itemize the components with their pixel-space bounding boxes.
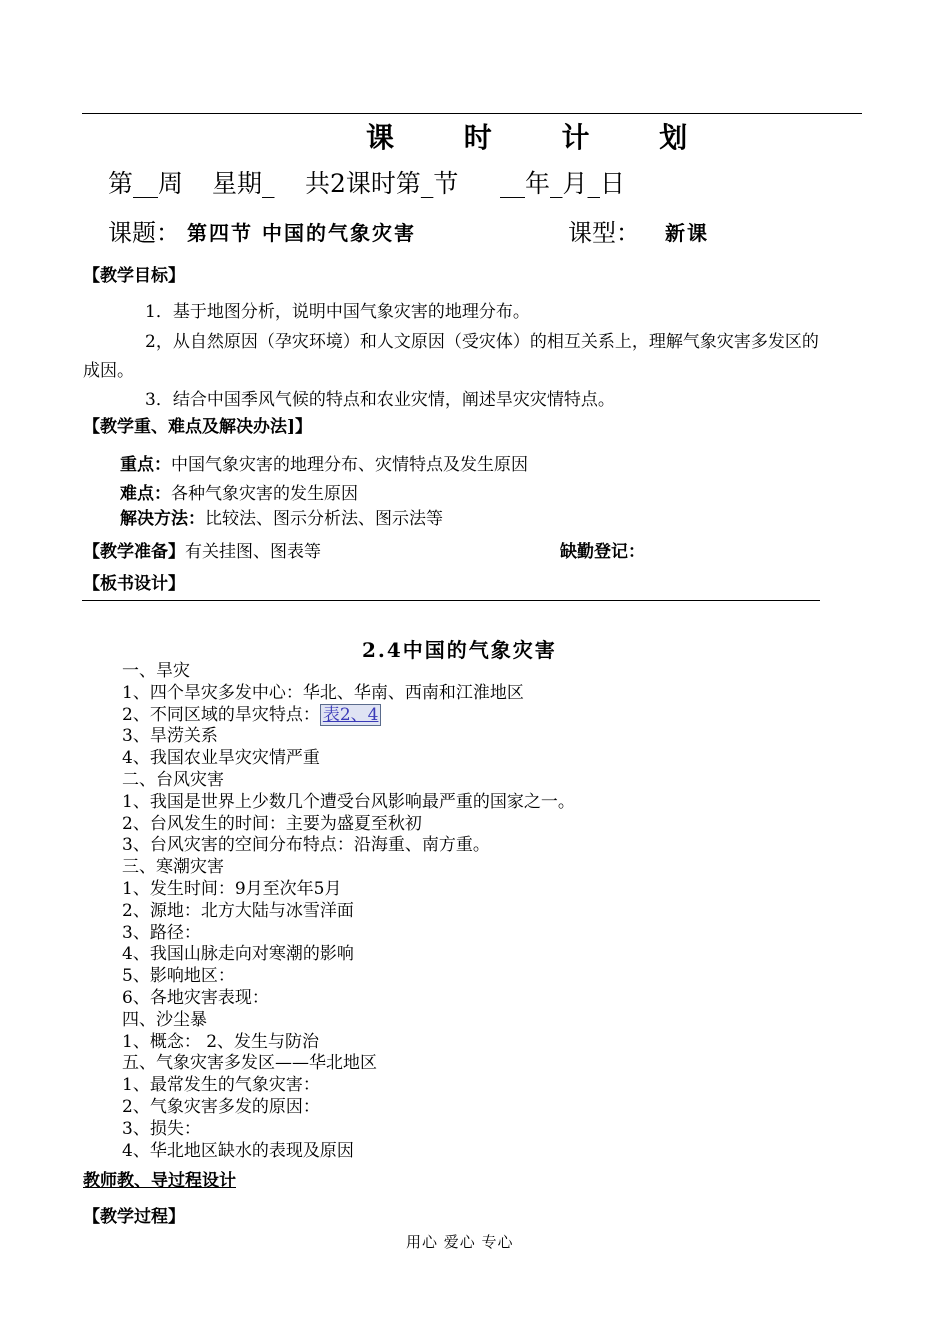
outline-line: 二、台风灾害	[122, 769, 224, 790]
outline-line: 1、最常发生的气象灾害：	[122, 1075, 320, 1096]
key-points-heading: 【教学重、难点及解决办法]】	[83, 417, 313, 437]
objectives-heading: 【教学目标】	[83, 266, 185, 286]
page-footer: 用心 爱心 专心	[406, 1233, 514, 1251]
objective-item-continued: 成因。	[83, 361, 134, 381]
design-heading: 教师教、导过程设计	[83, 1171, 236, 1191]
top-rule	[82, 113, 862, 114]
outline-line: 2、台风发生的时间：主要为盛夏至秋初	[122, 813, 422, 834]
outline-line: 4、华北地区缺水的表现及原因	[122, 1140, 354, 1161]
method-text: 比较法、图示分析法、图示法等	[205, 509, 443, 529]
outline-line: 1、发生时间：9月至次年5月	[122, 878, 342, 899]
lesson-type-label: 课型：	[568, 219, 640, 247]
method-line	[120, 504, 443, 529]
schedule-date: __年_月_日	[500, 169, 626, 198]
page-title: 课 时 计 划	[366, 121, 718, 154]
focus-text: 中国气象灾害的地理分布、灾情特点及发生原因	[171, 455, 528, 475]
outline-line: 2、不同区域的旱灾特点： 表2、4	[122, 705, 575, 727]
schedule-total: 共2课时第_节	[305, 169, 459, 198]
outline-line: 1、四个旱灾多发中心：华北、华南、西南和江淮地区	[122, 682, 524, 703]
method-label: 解决方法：	[120, 509, 205, 529]
preparation-line	[83, 537, 321, 562]
schedule-week: 第__周	[108, 169, 184, 198]
outline-line: 3、路径：	[122, 922, 201, 943]
outline-line: 四、沙尘暴	[122, 1009, 207, 1030]
topic-value: 第四节 中国的气象灾害	[187, 221, 416, 245]
outline-line: 2、源地：北方大陆与冰雪洋面	[122, 900, 354, 921]
process-heading: 【教学过程】	[83, 1207, 185, 1227]
outline-line: 2、气象灾害多发的原因：	[122, 1096, 320, 1117]
lesson-type-value: 新课	[665, 221, 709, 245]
outline-line: 五、气象灾害多发区——华北地区	[122, 1053, 377, 1074]
outline-line: 三、寒潮灾害	[122, 857, 224, 878]
difficulty-text: 各种气象灾害的发生原因	[171, 484, 358, 504]
outline-line: 一、旱灾	[122, 661, 190, 681]
outline-line: 3、旱涝关系	[122, 726, 218, 747]
objective-item: 1．基于地图分析，说明中国气象灾害的地理分布。	[145, 302, 530, 322]
preparation-heading: 【教学准备】	[83, 542, 185, 562]
focus-label: 重点：	[120, 455, 171, 475]
outline-line: 1、概念： 2、发生与防治	[122, 1031, 320, 1052]
objective-item: 2，从自然原因（孕灾环境）和人文原因（受灾体）的相互关系上，理解气象灾害多发区的	[145, 332, 819, 352]
objective-item: 3．结合中国季风气候的特点和农业灾情，阐述旱灾灾情特点。	[145, 390, 615, 410]
board-rule	[82, 600, 820, 601]
focus-line	[120, 450, 528, 475]
absence-label: 缺勤登记：	[560, 542, 645, 562]
board-design-heading: 【板书设计】	[83, 574, 185, 594]
outline-line: 4、我国山脉走向对寒潮的影响	[122, 944, 354, 965]
difficulty-label: 难点：	[120, 484, 171, 504]
preparation-text: 有关挂图、图表等	[185, 542, 321, 562]
outline-line: 3、损失：	[122, 1118, 201, 1139]
outline-line: 3、台风灾害的空间分布特点：沿海重、南方重。	[122, 835, 490, 856]
topic-label: 课题：	[108, 219, 180, 247]
table-2-4-link[interactable]: 表2、4	[320, 704, 382, 726]
outline-line: 1、我国是世界上少数几个遭受台风影响最严重的国家之一。	[122, 791, 575, 812]
outline-line: 4、我国农业旱灾灾情严重	[122, 748, 320, 769]
schedule-weekday: 星期_	[212, 169, 275, 198]
outline-line: 6、各地灾害表现：	[122, 987, 269, 1008]
board-outline	[122, 661, 575, 1162]
outline-line: 5、影响地区：	[122, 966, 235, 987]
board-title: 2.4中国的气象灾害	[362, 638, 557, 662]
difficulty-line	[120, 479, 358, 504]
